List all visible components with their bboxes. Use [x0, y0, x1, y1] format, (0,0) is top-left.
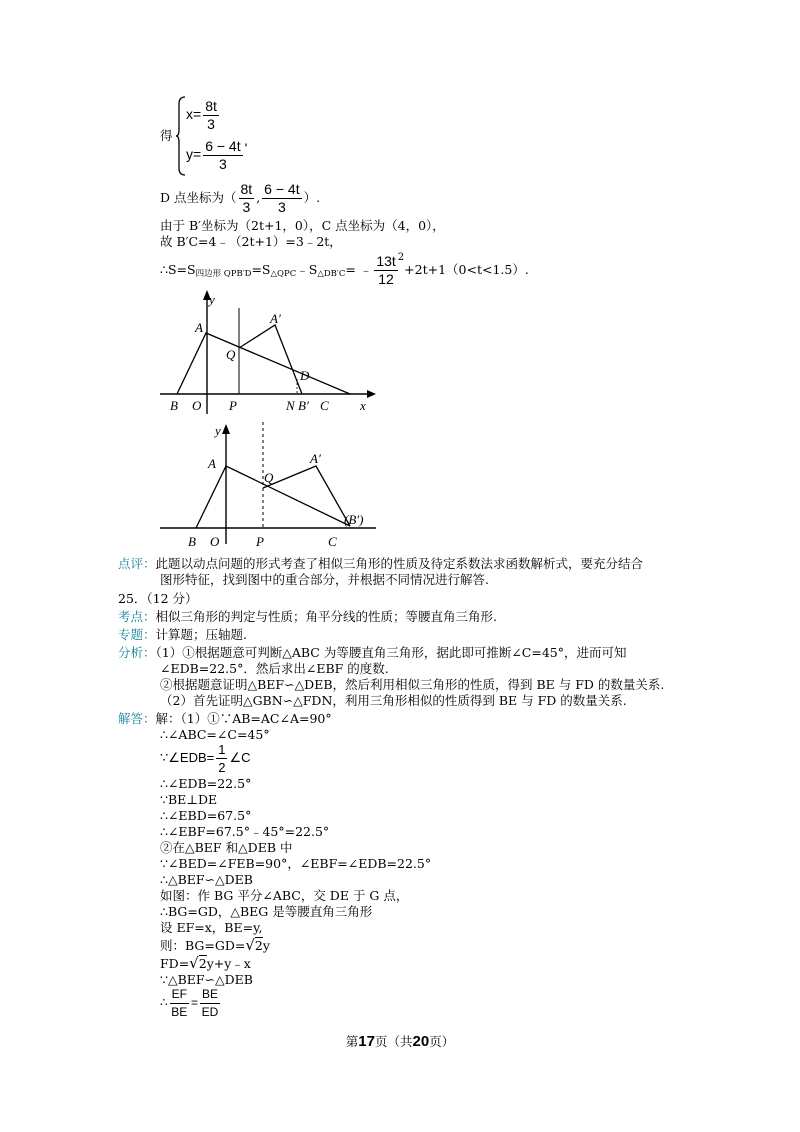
fig2-label-q: Q — [264, 470, 274, 485]
jieda-line-8: ②在△BEF 和△DEB 中 — [160, 840, 293, 855]
fig2-label-p: P — [256, 534, 264, 549]
jieda-line-5: ∵BE⊥DE — [160, 792, 218, 807]
question-25: 25．（12 分） — [118, 591, 198, 606]
fig2-label-c: C — [328, 534, 337, 549]
fig1-label-b: B — [170, 398, 178, 413]
jieda-line-17: ∴ $\frac{EF}{BE}$ = $\frac{BE}{ED}$ — [160, 987, 219, 1019]
jieda-line-16: ∵△BEF∽△DEB — [160, 972, 253, 987]
fig1-label-p: P — [229, 398, 237, 413]
fig1-label-y: y — [209, 292, 215, 307]
left-brace — [176, 96, 186, 176]
fig2-label-b-prime: (B′) — [344, 512, 364, 527]
fenxi-line-1: 分析：（1）①根据题意可判断△ABC 为等腰直角三角形，据此即可推断∠C=45°，进而可知 — [118, 645, 627, 660]
fig2-label-y: y — [215, 423, 221, 438]
fig1-label-a: A — [195, 320, 203, 335]
b-prime-line: 由于 B′坐标为（2t+1，0），C 点坐标为（4，0）， — [160, 218, 445, 233]
fig1-label-o: O — [192, 398, 202, 413]
fig1-label-q: Q — [226, 347, 236, 362]
fenxi-line-3: ②根据题意证明△BEF∽△DEB，然后利用相似三角形的性质，得到 BE 与 FD 的数量关系. — [160, 677, 665, 692]
jieda-line-15: FD=√2y+y﹣x — [160, 954, 251, 972]
jieda-line-14: 则：BG=GD=√2y — [160, 936, 270, 954]
jieda-line-6: ∴∠EBD=67.5° — [160, 808, 252, 823]
jieda-line-7: ∴∠EBF=67.5°﹣45°=22.5° — [160, 824, 330, 839]
figure-2 — [160, 420, 380, 550]
jieda-line-9: ∵∠BED=∠FEB=90°，∠EBF=∠EDB=22.5° — [160, 856, 432, 871]
equation-x: x= $\frac{8t}{3}$ — [186, 98, 217, 132]
page-footer: 第17页（共20页） — [345, 1033, 455, 1050]
fig2-label-a-prime: A′ — [310, 451, 321, 466]
jieda-line-2: ∴∠ABC=∠C=45° — [160, 727, 270, 742]
figure-1 — [160, 290, 380, 415]
jieda-line-12: ∴BG=GD，△BEG 是等腰直角三角形 — [160, 904, 373, 919]
area-formula: $\therefore S=S_{四边形 QPB'D}=S_{\triangle QPC}﹣S_{\triangle DB'C}=$ ﹣ $\frac{13t}{12}$ $^2$+2t+1（0<t<1.5）. — [160, 252, 529, 287]
fig1-label-n: N — [286, 398, 295, 413]
jieda-line-4: ∴∠EDB=22.5° — [160, 776, 252, 791]
jieda-line-1: 解答：解：（1）①∵AB=AC∠A=90° — [118, 711, 332, 726]
kaodian: 考点：相似三角形的判定与性质；角平分线的性质；等腰直角三角形. — [118, 609, 497, 624]
jieda-line-11: 如图：作 BG 平分∠ABC，交 DE 于 G 点， — [160, 888, 409, 903]
fig1-label-c: C — [320, 398, 329, 413]
fig1-label-b-prime: B′ — [298, 398, 309, 413]
fig1-label-x: x — [360, 398, 366, 413]
de-label: 得 — [160, 128, 173, 143]
bc-line: 故 B′C=4﹣（2t+1）=3﹣2t， — [160, 234, 342, 249]
fenxi-line-2: ∠EDB=22.5°．然后求出∠EBF 的度数. — [160, 661, 389, 676]
jieda-line-13: 设 EF=x，BE=y, — [160, 920, 263, 935]
fenxi-line-4: （2）首先证明△GBN∽△FDN，利用三角形相似的性质得到 BE 与 FD 的数量关系. — [160, 693, 627, 708]
review-line-2: 图形特征，找到图中的重合部分，并根据不同情况进行解答. — [160, 572, 489, 587]
fig1-label-d: D — [300, 368, 310, 383]
fig2-label-a: A — [208, 456, 216, 471]
jieda-line-3: ∵∠EDB= $\frac{1}{2}$ ∠C — [160, 742, 251, 775]
equation-y: y= $\frac{6 - 4t}{3}$ ' — [186, 138, 248, 172]
d-coordinate: D 点坐标为（ $\frac{8t}{3}$ , $\frac{6 - 4t}{3}$ ）. — [160, 181, 321, 215]
fig2-label-b: B — [188, 534, 196, 549]
jieda-line-10: ∴△BEF∽△DEB — [160, 872, 253, 887]
fig1-label-a-prime: A′ — [270, 311, 281, 326]
review-line-1: 点评：此题以动点问题的形式考查了相似三角形的性质及待定系数法求函数解析式，要充分结合 — [118, 556, 644, 571]
fig2-label-o: O — [210, 534, 220, 549]
zhuanti: 专题：计算题；压轴题. — [118, 627, 247, 642]
